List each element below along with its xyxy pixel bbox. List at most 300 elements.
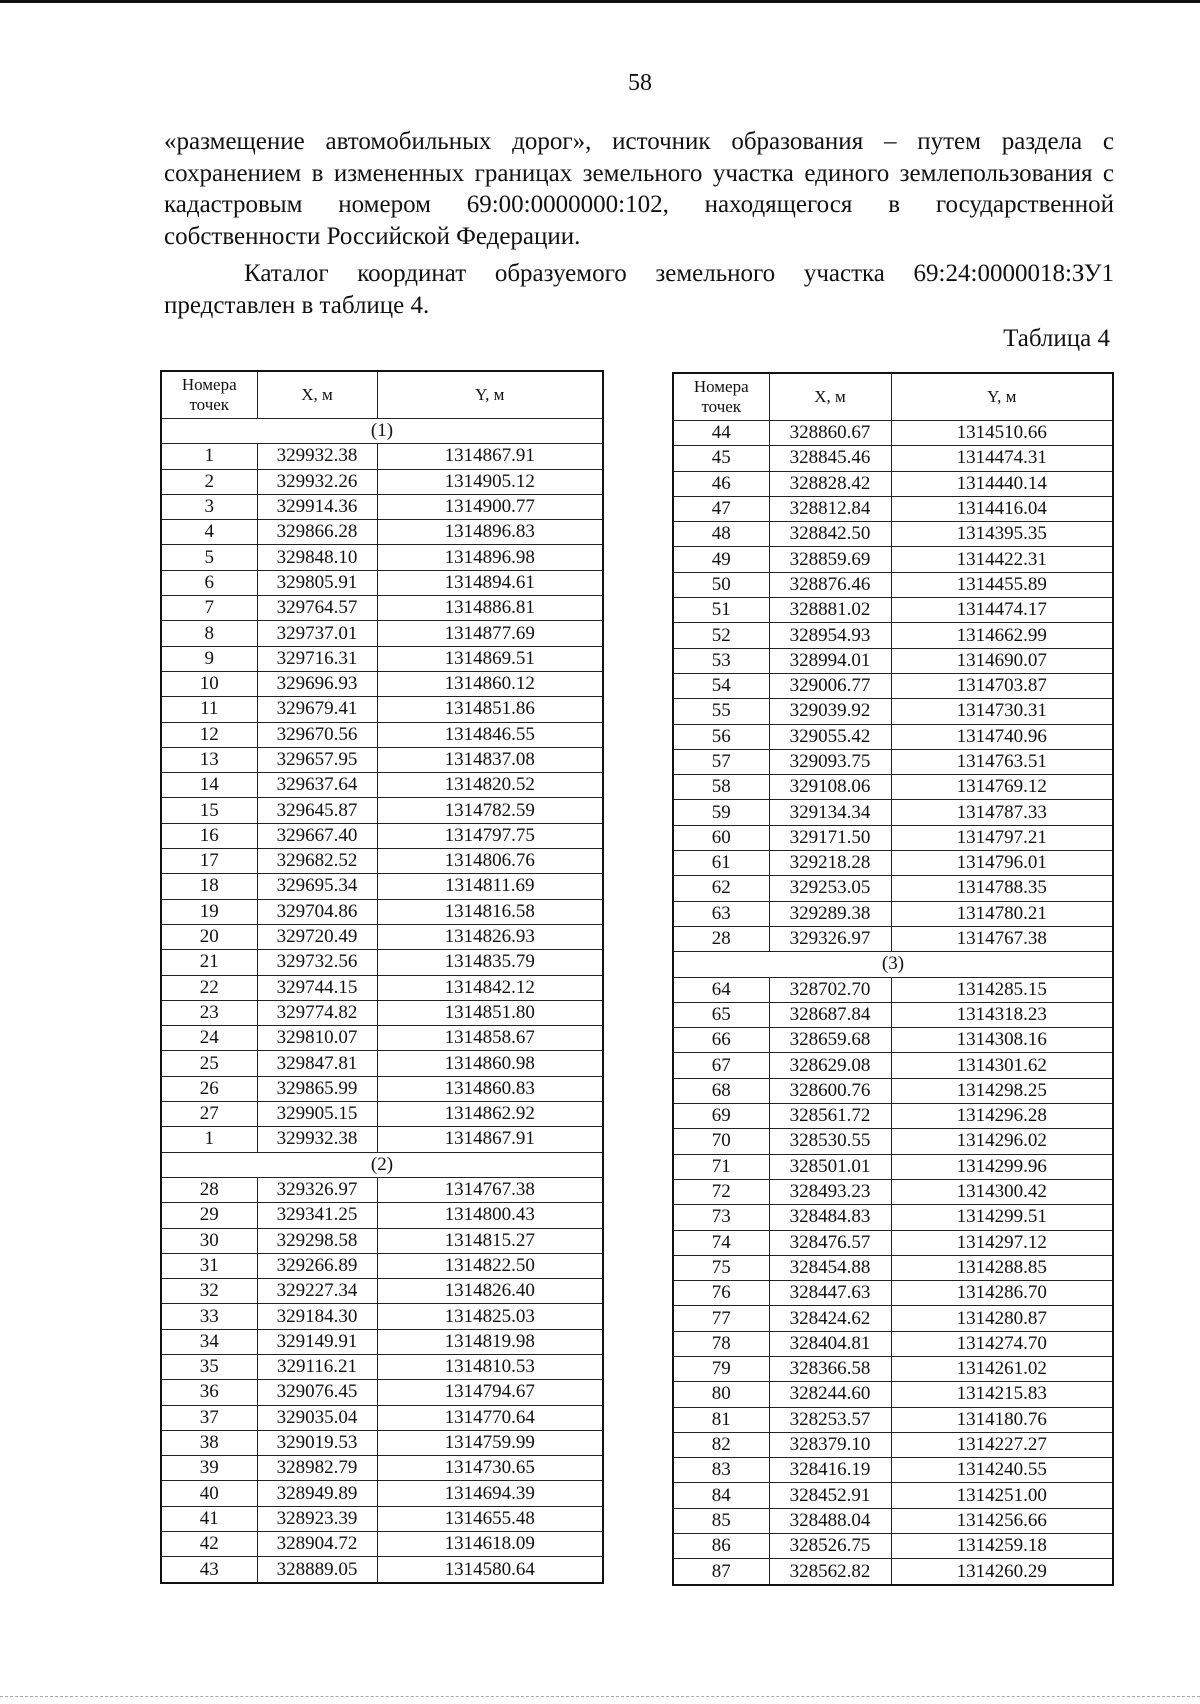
cell-y: 1314298.25 [891,1078,1113,1103]
cell-point-number: 69 [673,1104,769,1129]
table-row [673,1078,1113,1103]
cell-point-number: 48 [673,522,769,547]
cell-point-number: 74 [673,1230,769,1255]
cell-point-number: 66 [673,1028,769,1053]
cell-y: 1314759.99 [377,1430,603,1455]
cell-y: 1314877.69 [377,621,603,646]
cell-x: 328687.84 [769,1002,891,1027]
table-row [673,572,1113,597]
cell-x: 329035.04 [257,1405,377,1430]
cell-point-number: 57 [673,749,769,774]
cell-y: 1314227.27 [891,1432,1113,1457]
cell-y: 1314280.87 [891,1306,1113,1331]
table-row [161,1051,603,1076]
cell-x: 329645.87 [257,798,377,823]
cell-x: 329184.30 [257,1304,377,1329]
cell-y: 1314440.14 [891,471,1113,496]
cell-x: 329805.91 [257,570,377,595]
cell-point-number: 20 [161,924,257,949]
cell-y: 1314740.96 [891,724,1113,749]
table-row [161,722,603,747]
cell-x: 329227.34 [257,1279,377,1304]
cell-x: 329055.42 [769,724,891,749]
table-row [673,699,1113,724]
cell-point-number: 72 [673,1179,769,1204]
cell-y: 1314299.96 [891,1154,1113,1179]
table-row [673,876,1113,901]
table-row [161,874,603,899]
cell-x: 329716.31 [257,646,377,671]
cell-x: 328949.89 [257,1481,377,1506]
cell-y: 1314474.31 [891,446,1113,471]
cell-y: 1314816.58 [377,899,603,924]
cell-point-number: 82 [673,1432,769,1457]
table-row [673,1559,1113,1585]
table-row [161,747,603,772]
cell-y: 1314862.92 [377,1102,603,1127]
cell-point-number: 12 [161,722,257,747]
table-row [161,621,603,646]
cell-x: 329657.95 [257,747,377,772]
table-row [161,1532,603,1557]
table-caption: Таблица 4 [1003,325,1110,352]
cell-x: 329932.38 [257,1127,377,1152]
table-row [673,1255,1113,1280]
table-row [161,1000,603,1025]
cell-point-number: 11 [161,697,257,722]
page-number: 58 [628,70,652,96]
cell-x: 328860.67 [769,421,891,446]
cell-y: 1314455.89 [891,572,1113,597]
cell-y: 1314806.76 [377,849,603,874]
cell-y: 1314851.80 [377,1000,603,1025]
cell-point-number: 68 [673,1078,769,1103]
cell-x: 329019.53 [257,1430,377,1455]
cell-y: 1314694.39 [377,1481,603,1506]
cell-y: 1314846.55 [377,722,603,747]
cell-y: 1314826.93 [377,924,603,949]
cell-point-number: 52 [673,623,769,648]
cell-y: 1314819.98 [377,1329,603,1354]
table-row [673,775,1113,800]
cell-x: 328994.01 [769,648,891,673]
cell-x: 329679.41 [257,697,377,722]
cell-point-number: 78 [673,1331,769,1356]
cell-y: 1314580.64 [377,1557,603,1583]
table-row [161,1506,603,1531]
cell-y: 1314905.12 [377,469,603,494]
cell-point-number: 40 [161,1481,257,1506]
cell-x: 328404.81 [769,1331,891,1356]
cell-point-number: 59 [673,800,769,825]
cell-point-number: 36 [161,1380,257,1405]
paragraph-2: Каталог координат образуемого земельного участка 69:24:0000018:ЗУ1 представлен в таблице 4. [164,260,1114,319]
cell-x: 328452.91 [769,1483,891,1508]
table-row [161,646,603,671]
cell-x: 329326.97 [769,926,891,951]
section-row [673,952,1113,977]
cell-x: 328366.58 [769,1356,891,1381]
table-row [161,1430,603,1455]
table-row [673,648,1113,673]
cell-point-number: 60 [673,825,769,850]
cell-y: 1314815.27 [377,1228,603,1253]
cell-point-number: 1 [161,444,257,469]
cell-x: 329116.21 [257,1354,377,1379]
cell-point-number: 64 [673,977,769,1002]
cell-y: 1314800.43 [377,1203,603,1228]
cell-point-number: 39 [161,1456,257,1481]
cell-point-number: 24 [161,1026,257,1051]
table-row [673,496,1113,521]
table-row [161,520,603,545]
cell-y: 1314422.31 [891,547,1113,572]
cell-point-number: 81 [673,1407,769,1432]
cell-y: 1314797.75 [377,823,603,848]
cell-x: 329667.40 [257,823,377,848]
section-label: (2) [161,1152,603,1177]
cell-point-number: 5 [161,545,257,570]
cell-x: 328476.57 [769,1230,891,1255]
cell-point-number: 16 [161,823,257,848]
cell-y: 1314618.09 [377,1532,603,1557]
cell-y: 1314842.12 [377,975,603,1000]
cell-y: 1314261.02 [891,1356,1113,1381]
cell-point-number: 80 [673,1382,769,1407]
table-row [673,673,1113,698]
cell-x: 328954.93 [769,623,891,648]
table-row [673,1483,1113,1508]
table-row [161,1102,603,1127]
cell-point-number: 76 [673,1281,769,1306]
cell-x: 329326.97 [257,1177,377,1202]
cell-point-number: 84 [673,1483,769,1508]
cell-y: 1314851.86 [377,697,603,722]
cell-point-number: 30 [161,1228,257,1253]
table-row [161,697,603,722]
cell-y: 1314416.04 [891,496,1113,521]
cell-y: 1314794.67 [377,1380,603,1405]
cell-y: 1314860.12 [377,671,603,696]
cell-point-number: 45 [673,446,769,471]
cell-point-number: 29 [161,1203,257,1228]
table-row [673,1281,1113,1306]
cell-y: 1314395.35 [891,522,1113,547]
cell-point-number: 7 [161,596,257,621]
header-y: Y, м [377,371,603,419]
table-body-left [161,419,603,1583]
cell-point-number: 71 [673,1154,769,1179]
cell-x: 329932.26 [257,469,377,494]
cell-x: 329696.93 [257,671,377,696]
table-row [673,926,1113,951]
cell-y: 1314782.59 [377,798,603,823]
cell-x: 329744.15 [257,975,377,1000]
table-row [673,471,1113,496]
cell-x: 328530.55 [769,1129,891,1154]
cell-y: 1314300.42 [891,1179,1113,1204]
cell-y: 1314655.48 [377,1506,603,1531]
cell-point-number: 55 [673,699,769,724]
cell-point-number: 79 [673,1356,769,1381]
cell-point-number: 42 [161,1532,257,1557]
cell-x: 329093.75 [769,749,891,774]
cell-point-number: 83 [673,1458,769,1483]
cell-x: 328501.01 [769,1154,891,1179]
cell-y: 1314301.62 [891,1053,1113,1078]
cell-point-number: 62 [673,876,769,901]
cell-x: 328659.68 [769,1028,891,1053]
cell-x: 329914.36 [257,494,377,519]
cell-x: 328842.50 [769,522,891,547]
cell-y: 1314286.70 [891,1281,1113,1306]
cell-y: 1314797.21 [891,825,1113,850]
cell-point-number: 10 [161,671,257,696]
cell-point-number: 9 [161,646,257,671]
cell-point-number: 41 [161,1506,257,1531]
cell-y: 1314318.23 [891,1002,1113,1027]
cell-x: 329695.34 [257,874,377,899]
table-row [161,494,603,519]
table-row [161,1304,603,1329]
cell-x: 329866.28 [257,520,377,545]
cell-point-number: 61 [673,851,769,876]
cell-y: 1314259.18 [891,1534,1113,1559]
cell-y: 1314703.87 [891,673,1113,698]
cell-y: 1314288.85 [891,1255,1113,1280]
cell-point-number: 33 [161,1304,257,1329]
cell-x: 328629.08 [769,1053,891,1078]
cell-y: 1314810.53 [377,1354,603,1379]
cell-point-number: 15 [161,798,257,823]
table-row [673,1205,1113,1230]
table-row [673,1407,1113,1432]
table-row [161,1076,603,1101]
cell-point-number: 31 [161,1253,257,1278]
cell-point-number: 17 [161,849,257,874]
cell-point-number: 37 [161,1405,257,1430]
table-row [673,1382,1113,1407]
cell-y: 1314780.21 [891,901,1113,926]
cell-x: 329006.77 [769,673,891,698]
cell-y: 1314662.99 [891,623,1113,648]
cell-point-number: 28 [673,926,769,951]
cell-x: 329905.15 [257,1102,377,1127]
top-border [0,0,1200,3]
section-row [161,419,603,444]
table-row [161,950,603,975]
table-row [673,1356,1113,1381]
cell-y: 1314788.35 [891,876,1113,901]
cell-x: 328244.60 [769,1382,891,1407]
cell-point-number: 44 [673,421,769,446]
cell-y: 1314811.69 [377,874,603,899]
table-row [161,1253,603,1278]
cell-x: 329737.01 [257,621,377,646]
cell-point-number: 4 [161,520,257,545]
cell-x: 328876.46 [769,572,891,597]
cell-y: 1314835.79 [377,950,603,975]
cell-y: 1314860.98 [377,1051,603,1076]
cell-y: 1314240.55 [891,1458,1113,1483]
cell-y: 1314299.51 [891,1205,1113,1230]
table-row [673,522,1113,547]
cell-y: 1314251.00 [891,1483,1113,1508]
coordinates-table-left [160,370,604,1584]
cell-y: 1314796.01 [891,851,1113,876]
table-row [673,421,1113,446]
cell-x: 329865.99 [257,1076,377,1101]
cell-point-number: 54 [673,673,769,698]
cell-x: 329774.82 [257,1000,377,1025]
cell-point-number: 43 [161,1557,257,1583]
table-body-right [673,421,1113,1585]
cell-point-number: 27 [161,1102,257,1127]
cell-x: 329704.86 [257,899,377,924]
table-row [673,1179,1113,1204]
table-row [673,1104,1113,1129]
table-row [673,851,1113,876]
table-row [161,1127,603,1152]
cell-x: 328881.02 [769,598,891,623]
cell-x: 328702.70 [769,977,891,1002]
cell-y: 1314297.12 [891,1230,1113,1255]
header-x: X, м [257,371,377,419]
cell-x: 328493.23 [769,1179,891,1204]
table-row [673,1331,1113,1356]
table-row [673,749,1113,774]
table-row [161,849,603,874]
table-row [161,975,603,1000]
cell-point-number: 19 [161,899,257,924]
cell-point-number: 35 [161,1354,257,1379]
table-row [161,1557,603,1583]
header-x: X, м [769,373,891,421]
cell-y: 1314474.17 [891,598,1113,623]
table-row [161,545,603,570]
cell-x: 329149.91 [257,1329,377,1354]
cell-x: 329108.06 [769,775,891,800]
table-row [161,1279,603,1304]
table-row [673,1432,1113,1457]
cell-y: 1314770.64 [377,1405,603,1430]
cell-x: 329720.49 [257,924,377,949]
cell-x: 329039.92 [769,699,891,724]
cell-y: 1314763.51 [891,749,1113,774]
table-row [673,1028,1113,1053]
table-row [161,773,603,798]
cell-y: 1314215.83 [891,1382,1113,1407]
table-row [673,724,1113,749]
cell-point-number: 50 [673,572,769,597]
cell-x: 329682.52 [257,849,377,874]
cell-x: 329076.45 [257,1380,377,1405]
cell-x: 328923.39 [257,1506,377,1531]
cell-point-number: 38 [161,1430,257,1455]
cell-point-number: 13 [161,747,257,772]
table-row [161,1026,603,1051]
cell-point-number: 14 [161,773,257,798]
table-row [161,823,603,848]
cell-point-number: 85 [673,1508,769,1533]
cell-point-number: 18 [161,874,257,899]
table-row [161,1380,603,1405]
cell-point-number: 67 [673,1053,769,1078]
table-row [673,446,1113,471]
cell-y: 1314858.67 [377,1026,603,1051]
cell-x: 328488.04 [769,1508,891,1533]
cell-x: 328982.79 [257,1456,377,1481]
cell-y: 1314825.03 [377,1304,603,1329]
cell-point-number: 53 [673,648,769,673]
cell-y: 1314256.66 [891,1508,1113,1533]
cell-x: 329341.25 [257,1203,377,1228]
cell-point-number: 63 [673,901,769,926]
cell-x: 328416.19 [769,1458,891,1483]
cell-point-number: 51 [673,598,769,623]
section-row [161,1152,603,1177]
header-y: Y, м [891,373,1113,421]
cell-y: 1314285.15 [891,977,1113,1002]
cell-y: 1314886.81 [377,596,603,621]
cell-y: 1314296.02 [891,1129,1113,1154]
cell-x: 328904.72 [257,1532,377,1557]
cell-point-number: 77 [673,1306,769,1331]
cell-point-number: 75 [673,1255,769,1280]
cell-y: 1314822.50 [377,1253,603,1278]
cell-point-number: 70 [673,1129,769,1154]
table-header-row [161,371,603,419]
table-row [673,1053,1113,1078]
cell-x: 328561.72 [769,1104,891,1129]
cell-x: 328812.84 [769,496,891,521]
table-row [673,1230,1113,1255]
table-row [161,1228,603,1253]
cell-x: 329810.07 [257,1026,377,1051]
table-row [673,547,1113,572]
bottom-scan-line [0,1696,1200,1697]
cell-y: 1314296.28 [891,1104,1113,1129]
table-row [673,1458,1113,1483]
cell-point-number: 65 [673,1002,769,1027]
cell-y: 1314896.83 [377,520,603,545]
cell-point-number: 87 [673,1559,769,1585]
paragraph-1: «размещение автомобильных дорог», источник образования – путем раздела с сохранением в измененных границах земельного участка единого землепользования с кадастровым номером 69:00:0000000:102, находящегося в государственной собственности Российской Федерации. [164,128,1114,250]
cell-x: 328484.83 [769,1205,891,1230]
cell-x: 328454.88 [769,1255,891,1280]
cell-y: 1314769.12 [891,775,1113,800]
header-point-number: Номера точек [673,373,769,421]
cell-point-number: 58 [673,775,769,800]
section-label: (3) [673,952,1113,977]
cell-y: 1314867.91 [377,1127,603,1152]
cell-point-number: 34 [161,1329,257,1354]
cell-point-number: 3 [161,494,257,519]
table-row [161,444,603,469]
table-row [673,825,1113,850]
table-row [161,899,603,924]
cell-point-number: 32 [161,1279,257,1304]
cell-x: 329171.50 [769,825,891,850]
cell-x: 329637.64 [257,773,377,798]
cell-point-number: 86 [673,1534,769,1559]
table-row [673,800,1113,825]
cell-point-number: 73 [673,1205,769,1230]
cell-y: 1314787.33 [891,800,1113,825]
table-row [673,901,1113,926]
cell-x: 328526.75 [769,1534,891,1559]
table-row [673,598,1113,623]
